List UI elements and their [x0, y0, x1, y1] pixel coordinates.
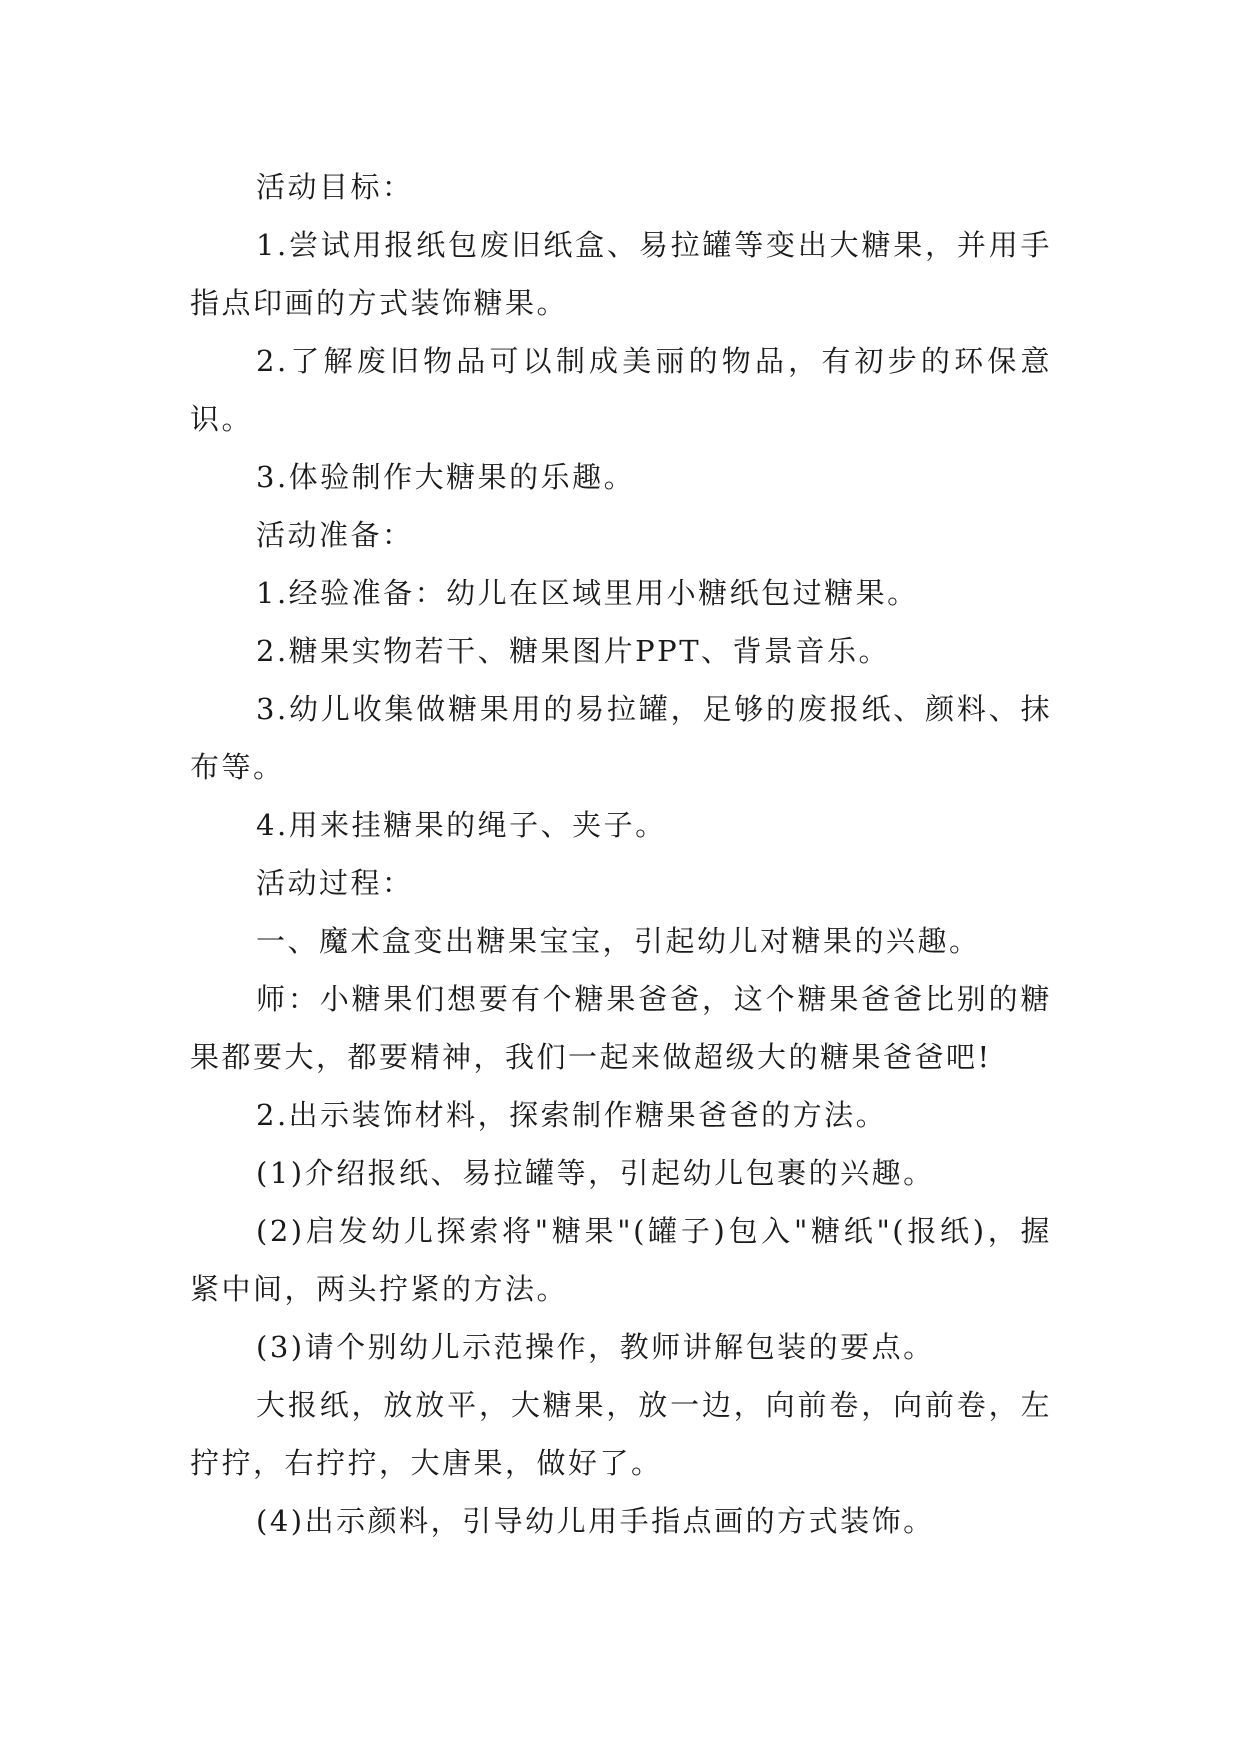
- preparation-item-1: 1.经验准备：幼儿在区域里用小糖纸包过糖果。: [256, 576, 919, 610]
- process-substep-1: (1)介绍报纸、易拉罐等，引起幼儿包裹的兴趣。: [256, 1156, 935, 1190]
- process-substep-2: (2)启发幼儿探索将"糖果"(罐子)包入"糖纸"(报纸)，握紧中间，两头拧紧的方法。: [190, 1214, 1052, 1306]
- preparation-item-4: 4.用来挂糖果的绳子、夹子。: [256, 808, 667, 842]
- document-body: [190, 158, 1052, 1550]
- goal-item-2: 2.了解废旧物品可以制成美丽的物品，有初步的环保意识。: [190, 344, 1052, 436]
- process-substep-4: (4)出示颜料，引导幼儿用手指点画的方式装饰。: [256, 1504, 935, 1538]
- process-step-1: 一、魔术盒变出糖果宝宝，引起幼儿对糖果的兴趣。: [256, 924, 981, 958]
- goal-item-3: 3.体验制作大糖果的乐趣。: [256, 460, 636, 494]
- process-substep-3: (3)请个别幼儿示范操作，教师讲解包装的要点。: [256, 1330, 935, 1364]
- heading-activity-preparation: 活动准备：: [256, 518, 414, 552]
- teacher-dialogue: 师：小糖果们想要有个糖果爸爸，这个糖果爸爸比别的糖果都要大，都要精神，我们一起来做超级大的糖果爸爸吧!: [190, 982, 1052, 1074]
- wrapping-rhyme: 大报纸，放放平，大糖果，放一边，向前卷，向前卷，左拧拧，右拧拧，大唐果，做好了。: [190, 1388, 1052, 1480]
- goal-item-1: 1.尝试用报纸包废旧纸盒、易拉罐等变出大糖果，并用手指点印画的方式装饰糖果。: [190, 228, 1052, 320]
- preparation-item-3: 3.幼儿收集做糖果用的易拉罐，足够的废报纸、颜料、抹布等。: [190, 692, 1052, 784]
- heading-activity-process: 活动过程：: [256, 866, 414, 900]
- preparation-item-2: 2.糖果实物若干、糖果图片PPT、背景音乐。: [256, 634, 891, 668]
- heading-activity-goals: 活动目标：: [256, 170, 414, 204]
- process-step-2: 2.出示装饰材料，探索制作糖果爸爸的方法。: [256, 1098, 888, 1132]
